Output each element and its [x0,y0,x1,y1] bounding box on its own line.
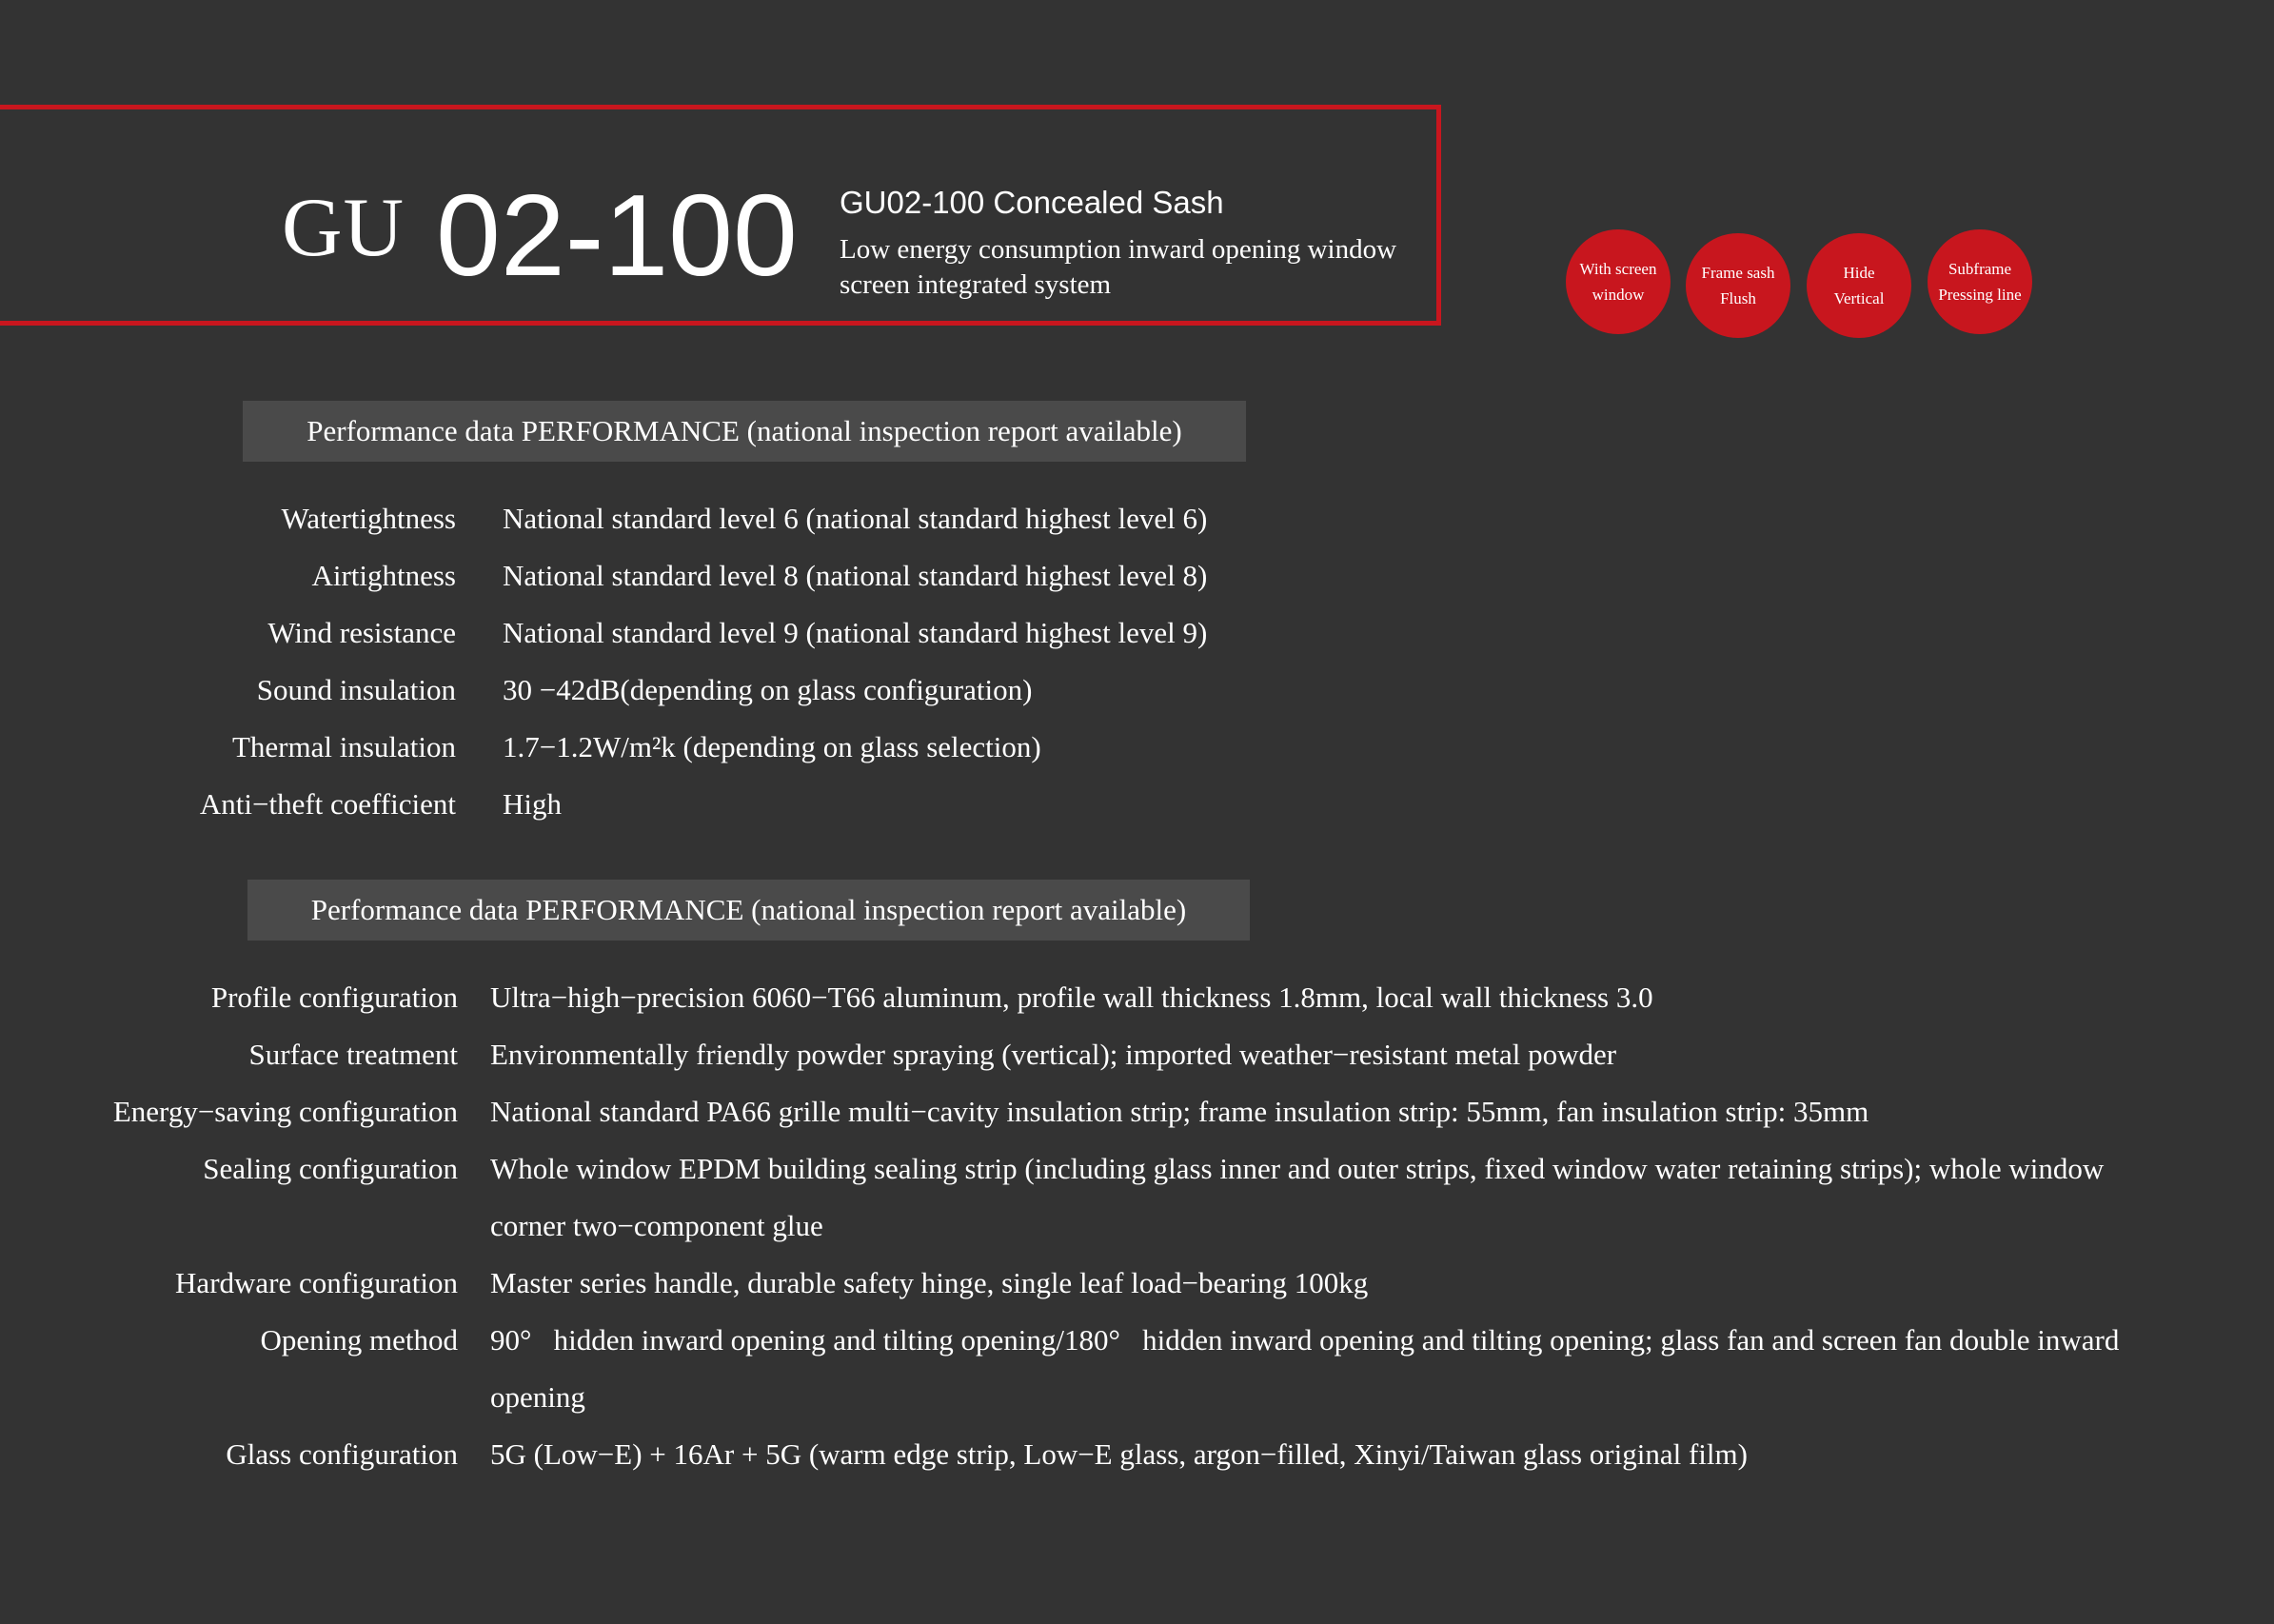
config-value: Environmentally friendly powder spraying (vertical); imported weather−resistant metal powder [490,1038,1617,1071]
perf-label: Wind resistance [267,616,456,649]
badge-line: With screen [1579,260,1657,278]
badge-line: Frame sash [1701,264,1775,282]
badge-screen-window [1566,229,1671,334]
badge-frame-sash-flush [1686,233,1790,338]
perf-value: National standard level 6 (national standard highest level 6) [503,502,1208,535]
config-label: Sealing configuration [203,1152,458,1185]
config-value: 5G (Low−E) + 16Ar + 5G (warm edge strip, Low−E glass, argon−filled, Xinyi/Taiwan glass original film) [490,1437,1748,1471]
config-label: Profile configuration [210,980,458,1014]
perf-label: Sound insulation [256,673,456,706]
config-value: Ultra−high−precision 6060−T66 aluminum, profile wall thickness 1.8mm, local wall thickness 3.0 [490,980,1653,1014]
perf-value: 30 −42dB(depending on glass configuration) [503,673,1033,706]
performance-section-header: Performance data PERFORMANCE (national inspection report available) [243,401,1246,462]
perf-value: National standard level 9 (national standard highest level 9) [503,616,1208,649]
config-value: Whole window EPDM building sealing strip (including glass inner and outer strips, fixed window water retaining strips); whole window corner two−component glue [490,1152,2105,1242]
badge-line: Hide [1843,264,1875,282]
badge-subframe-pressing-line [1928,229,2032,334]
perf-label: Anti−theft coefficient [199,787,456,821]
badge-line: Subframe [1948,260,2012,278]
perf-label: Watertightness [281,502,456,535]
config-label: Surface treatment [248,1038,458,1071]
badge-line: window [1592,286,1645,304]
configuration-section-header: Performance data PERFORMANCE (national inspection report available) [247,880,1250,941]
perf-label: Airtightness [311,559,456,592]
perf-value: High [503,787,562,821]
badge-hide-vertical [1807,233,1911,338]
perf-label: Thermal insulation [231,730,456,763]
config-label: Opening method [260,1323,458,1357]
config-label: Hardware configuration [175,1266,458,1299]
model-number: 02-100 [436,170,798,300]
config-label: Energy−saving configuration [112,1095,458,1128]
config-value: National standard PA66 grille multi−cavity insulation strip; frame insulation strip: 55mm, fan insulation strip: 35mm [490,1095,1869,1128]
config-value: 90° hidden inward opening and tilting opening/180° hidden inward opening and tilting opening; glass fan and screen fan double inward opening [490,1323,2127,1414]
badge-line: Vertical [1833,289,1885,307]
badge-line: Flush [1720,289,1756,307]
config-label: Glass configuration [226,1437,458,1471]
perf-value: 1.7−1.2W/m²k (depending on glass selection) [503,730,1041,763]
product-description: Low energy consumption inward opening window screen integrated system [840,234,1397,300]
perf-value: National standard level 8 (national standard highest level 8) [503,559,1208,592]
config-value: Master series handle, durable safety hinge, single leaf load−bearing 100kg [490,1266,1369,1299]
model-prefix: GU [282,182,405,274]
badge-line: Pressing line [1938,286,2022,304]
product-name: GU02-100 Concealed Sash [840,185,1224,220]
